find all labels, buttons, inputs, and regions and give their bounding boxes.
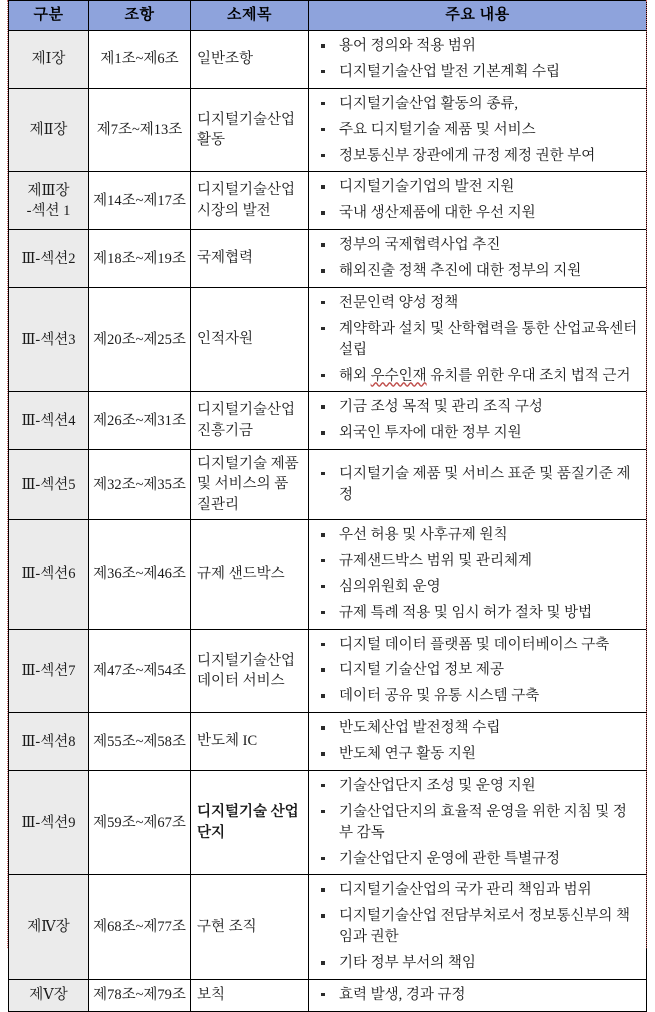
cell-subtitle: 디지털기술산업 활동 [191, 88, 309, 172]
content-bullet-item: 심의위원회 운영 [313, 577, 640, 598]
cell-subtitle: 규제 샌드박스 [191, 520, 309, 630]
cell-gubun: Ⅲ-섹션4 [9, 392, 89, 450]
cell-gubun: 제Ⅴ장 [9, 979, 89, 1011]
content-bullet-item: 반도체산업 발전정책 수립 [313, 718, 640, 739]
content-bullet-item: 해외진출 정책 추진에 대한 정부의 지원 [313, 261, 640, 282]
table-row [9, 520, 647, 630]
content-bullet-list [313, 293, 640, 387]
content-bullet-list [313, 235, 640, 282]
cell-subtitle: 국제협력 [191, 230, 309, 288]
content-bullet-item: 기술산업단지 조성 및 운영 지원 [313, 776, 640, 797]
cell-subtitle: 디지털기술산업 진흥기금 [191, 392, 309, 450]
column-header-content: 주요 내용 [309, 1, 647, 31]
cell-article: 제26조~제31조 [89, 392, 191, 450]
cell-article: 제1조~제6조 [89, 31, 191, 89]
content-bullet-item: 기술산업단지의 효율적 운영을 위한 지침 및 정부 감독 [313, 802, 640, 844]
column-header-subtitle: 소제목 [191, 1, 309, 31]
content-bullet-item: 디지털기술산업 전담부처로서 정보통신부의 책임과 권한 [313, 906, 640, 948]
cell-article: 제32조~제35조 [89, 450, 191, 520]
table-row [9, 230, 647, 288]
content-bullet-item: 효력 발생, 경과 규정 [313, 985, 640, 1006]
cell-article: 제18조~제19조 [89, 230, 191, 288]
cell-content [309, 88, 647, 172]
content-bullet-list [313, 94, 640, 167]
content-bullet-item: 계약학과 설치 및 산학협력을 통한 산업교육센터 설립 [313, 319, 640, 361]
content-bullet-item: 국내 생산제품에 대한 우선 지원 [313, 203, 640, 224]
content-bullet-list [313, 397, 640, 444]
content-bullet-item: 규제샌드박스 범위 및 관리체계 [313, 551, 640, 572]
column-header-gubun: 구분 [9, 1, 89, 31]
cell-subtitle: 디지털기술 제품 및 서비스의 품질관리 [191, 450, 309, 520]
content-bullet-list [313, 985, 640, 1006]
cell-content [309, 520, 647, 630]
cell-content [309, 392, 647, 450]
cell-content [309, 230, 647, 288]
content-bullet-item: 디지털 기술산업 정보 제공 [313, 660, 640, 681]
cell-article: 제78조~제79조 [89, 979, 191, 1011]
table-header [9, 1, 647, 31]
cell-content [309, 172, 647, 230]
cell-gubun: 제Ⅲ장 -섹션 1 [9, 172, 89, 230]
content-bullet-item: 주요 디지털기술 제품 및 서비스 [313, 120, 640, 141]
content-bullet-list [313, 177, 640, 224]
cell-gubun: Ⅲ-섹션6 [9, 520, 89, 630]
table-header-row [9, 1, 647, 31]
content-bullet-item: 전문인력 양성 정책 [313, 293, 640, 314]
table-row [9, 979, 647, 1011]
cell-subtitle: 구현 조직 [191, 875, 309, 980]
cell-article: 제36조~제46조 [89, 520, 191, 630]
cell-content [309, 287, 647, 392]
cell-gubun: Ⅲ-섹션8 [9, 713, 89, 771]
cell-subtitle: 보칙 [191, 979, 309, 1011]
content-bullet-item: 우선 허용 및 사후규제 원칙 [313, 525, 640, 546]
content-bullet-item: 디지털기술산업 활동의 종류, [313, 94, 640, 115]
content-bullet-item: 기금 조성 목적 및 관리 조직 구성 [313, 397, 640, 418]
content-bullet-item: 디지털기술기업의 발전 지원 [313, 177, 640, 198]
content-bullet-item: 해외 우수인재 유치를 위한 우대 조치 법적 근거 [313, 366, 640, 387]
cell-content [309, 31, 647, 89]
cell-article: 제47조~제54조 [89, 629, 191, 713]
spellcheck-flagged-text: 우수인재 [370, 367, 427, 384]
cell-gubun: Ⅲ-섹션7 [9, 629, 89, 713]
cell-gubun: Ⅲ-섹션5 [9, 450, 89, 520]
table-body [9, 31, 647, 1012]
content-bullet-item: 정부의 국제협력사업 추진 [313, 235, 640, 256]
table-row [9, 450, 647, 520]
content-bullet-list [313, 464, 640, 506]
content-bullet-item: 규제 특례 적용 및 임시 허가 절차 및 방법 [313, 603, 640, 624]
content-bullet-item: 정보통신부 장관에게 규정 제정 권한 부여 [313, 146, 640, 167]
cell-gubun: Ⅲ-섹션2 [9, 230, 89, 288]
cell-article: 제68조~제77조 [89, 875, 191, 980]
column-header-article: 조항 [89, 1, 191, 31]
cell-subtitle: 디지털기술산업 데이터 서비스 [191, 629, 309, 713]
document-body [8, 0, 646, 1012]
table-row [9, 172, 647, 230]
table-row [9, 88, 647, 172]
cell-subtitle: 인적자원 [191, 287, 309, 392]
cell-article: 제59조~제67조 [89, 770, 191, 875]
table-row [9, 629, 647, 713]
cell-article: 제55조~제58조 [89, 713, 191, 771]
cell-gubun: Ⅲ-섹션3 [9, 287, 89, 392]
cell-subtitle: 디지털기술산업 시장의 발전 [191, 172, 309, 230]
content-bullet-list [313, 525, 640, 624]
table-row [9, 875, 647, 980]
cell-subtitle: 일반조항 [191, 31, 309, 89]
content-bullet-item: 데이터 공유 및 유통 시스템 구축 [313, 686, 640, 707]
cell-content [309, 875, 647, 980]
table-row [9, 392, 647, 450]
content-bullet-item: 디지털기술 제품 및 서비스 표준 및 품질기준 제정 [313, 464, 640, 506]
content-bullet-item: 디지털기술산업 발전 기본계획 수립 [313, 62, 640, 83]
cell-article: 제14조~제17조 [89, 172, 191, 230]
cell-content [309, 770, 647, 875]
law-structure-table [8, 0, 647, 1012]
cell-gubun: 제Ⅱ장 [9, 88, 89, 172]
content-bullet-list [313, 880, 640, 974]
table-row [9, 770, 647, 875]
content-bullet-list [313, 36, 640, 83]
content-bullet-item: 디지털기술산업의 국가 관리 책임과 범위 [313, 880, 640, 901]
content-bullet-list [313, 776, 640, 870]
cell-content [309, 629, 647, 713]
cell-content [309, 713, 647, 771]
cell-subtitle: 반도체 IC [191, 713, 309, 771]
cell-subtitle: 디지털기술 산업단지 [191, 770, 309, 875]
cell-gubun: 제Ⅳ장 [9, 875, 89, 980]
table-row [9, 31, 647, 89]
cell-content [309, 450, 647, 520]
table-row [9, 713, 647, 771]
cell-gubun: 제Ⅰ장 [9, 31, 89, 89]
cell-gubun: Ⅲ-섹션9 [9, 770, 89, 875]
content-bullet-list [313, 718, 640, 765]
content-bullet-item: 기타 정부 부서의 책임 [313, 953, 640, 974]
content-bullet-item: 기술산업단지 운영에 관한 특별규정 [313, 849, 640, 870]
cell-article: 제20조~제25조 [89, 287, 191, 392]
table-row [9, 287, 647, 392]
content-bullet-item: 용어 정의와 적용 범위 [313, 36, 640, 57]
cell-article: 제7조~제13조 [89, 88, 191, 172]
content-bullet-item: 외국인 투자에 대한 정부 지원 [313, 423, 640, 444]
content-bullet-item: 반도체 연구 활동 지원 [313, 744, 640, 765]
content-bullet-item: 디지털 데이터 플랫폼 및 데이터베이스 구축 [313, 635, 640, 656]
cell-content [309, 979, 647, 1011]
content-bullet-list [313, 635, 640, 708]
